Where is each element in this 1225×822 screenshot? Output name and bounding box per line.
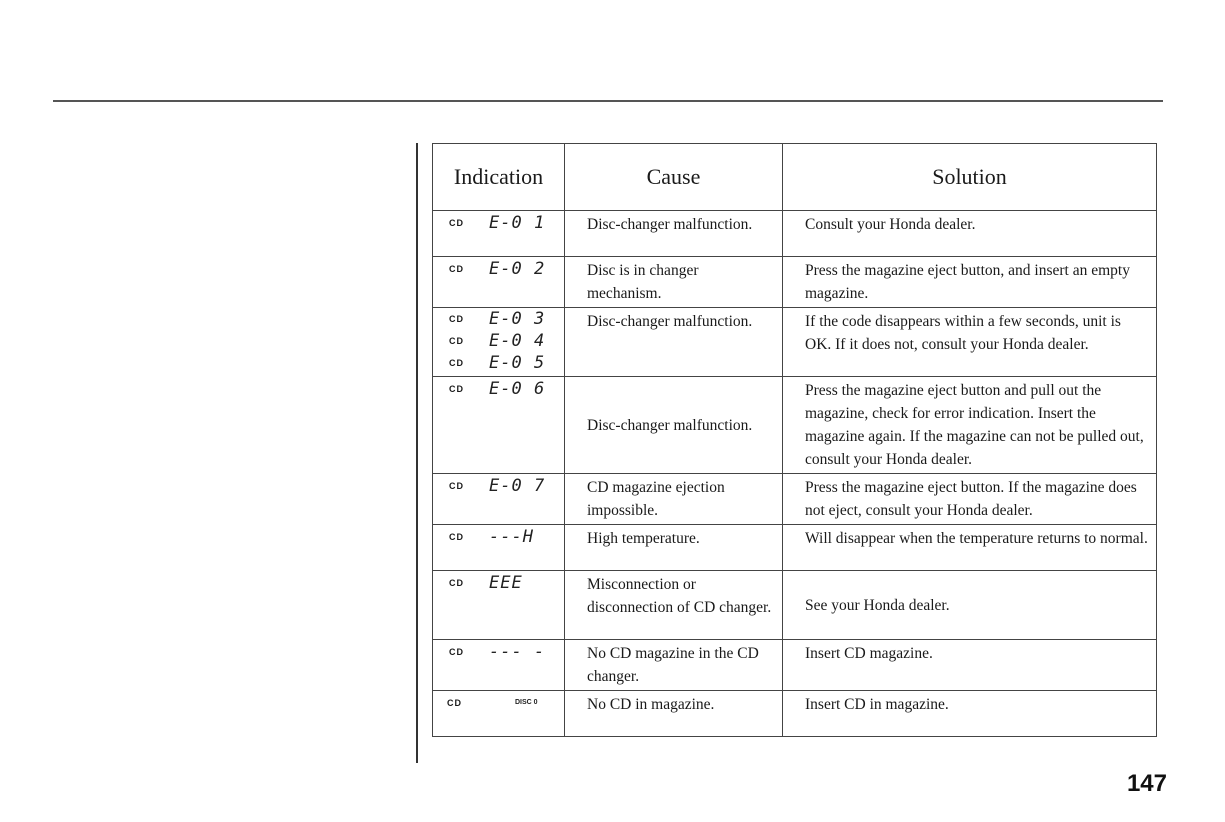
cause-cell: High temperature.	[565, 525, 783, 571]
cd-label: CD	[449, 217, 464, 228]
cause-cell: CD magazine ejection impossible.	[565, 474, 783, 525]
cd-label: CD	[447, 697, 462, 708]
error-code: EEE	[489, 572, 523, 593]
troubleshooting-table	[432, 143, 1157, 737]
error-code: E-0 7	[489, 475, 546, 496]
table-row	[433, 308, 1157, 377]
solution-cell: Consult your Honda dealer.	[783, 211, 1157, 257]
cd-label: CD	[449, 480, 464, 491]
error-code: E-0 2	[489, 258, 546, 279]
solution-cell: Press the magazine eject button, and insert an empty magazine.	[783, 257, 1157, 308]
solution-cell	[783, 571, 1157, 640]
error-code: E-0 5	[489, 353, 546, 373]
cause-cell	[565, 377, 783, 474]
side-rule	[416, 143, 418, 763]
page-number: 147	[1126, 770, 1167, 797]
table-row	[433, 691, 1157, 737]
table-row	[433, 474, 1157, 525]
cd-label: CD	[449, 358, 464, 368]
table-header-row	[433, 144, 1157, 211]
solution-cell: Insert CD magazine.	[783, 640, 1157, 691]
error-code: E-0 1	[489, 212, 546, 233]
indication-cell	[433, 308, 565, 377]
cd-label: CD	[449, 263, 464, 274]
solution-cell: Insert CD in magazine.	[783, 691, 1157, 737]
cause-cell: No CD magazine in the CD changer.	[565, 640, 783, 691]
error-code: E-0 4	[489, 331, 546, 351]
cd-label: CD	[449, 577, 464, 588]
cd-label: CD	[449, 336, 464, 346]
table-row	[433, 640, 1157, 691]
cause-cell: Disc-changer malfunction.	[565, 308, 783, 377]
indication-cell	[433, 377, 565, 474]
indication-cell	[433, 211, 565, 257]
cd-label: CD	[449, 531, 464, 542]
cause-cell: No CD in magazine.	[565, 691, 783, 737]
cause-text: Disc-changer malfunction.	[587, 416, 753, 434]
indication-cell	[433, 571, 565, 640]
header-indication: Indication	[433, 144, 565, 211]
indication-cell	[433, 257, 565, 308]
error-code: --- -	[489, 641, 546, 662]
cd-label: CD	[449, 383, 464, 394]
error-code: ---H	[489, 526, 534, 547]
table-row	[433, 257, 1157, 308]
cd-label: CD	[449, 314, 464, 324]
table-row	[433, 211, 1157, 257]
indication-cell	[433, 640, 565, 691]
solution-cell: Press the magazine eject button and pull out the magazine, check for error indication. Insert the magazine again. If the magazine can not be pulled out, consult your Honda dealer.	[783, 377, 1157, 474]
table-row	[433, 571, 1157, 640]
table-row	[433, 377, 1157, 474]
indication-cell	[433, 525, 565, 571]
solution-cell: Will disappear when the temperature returns to normal.	[783, 525, 1157, 571]
solution-text: See your Honda dealer.	[805, 596, 950, 614]
indication-cell	[433, 691, 565, 737]
cause-cell: Disc is in changer mechanism.	[565, 257, 783, 308]
header-solution: Solution	[783, 144, 1157, 211]
solution-cell: Press the magazine eject button. If the magazine does not eject, consult your Honda dealer.	[783, 474, 1157, 525]
disc-code: DISC 0	[515, 699, 538, 706]
error-code: E-0 3	[489, 309, 546, 329]
cd-label: CD	[449, 646, 464, 657]
cause-cell: Misconnection or disconnection of CD changer.	[565, 571, 783, 640]
solution-cell: If the code disappears within a few seconds, unit is OK. If it does not, consult your Honda dealer.	[783, 308, 1157, 377]
top-rule	[53, 100, 1163, 102]
cause-cell: Disc-changer malfunction.	[565, 211, 783, 257]
table-row	[433, 525, 1157, 571]
header-cause: Cause	[565, 144, 783, 211]
indication-cell	[433, 474, 565, 525]
error-code: E-0 6	[489, 378, 546, 399]
